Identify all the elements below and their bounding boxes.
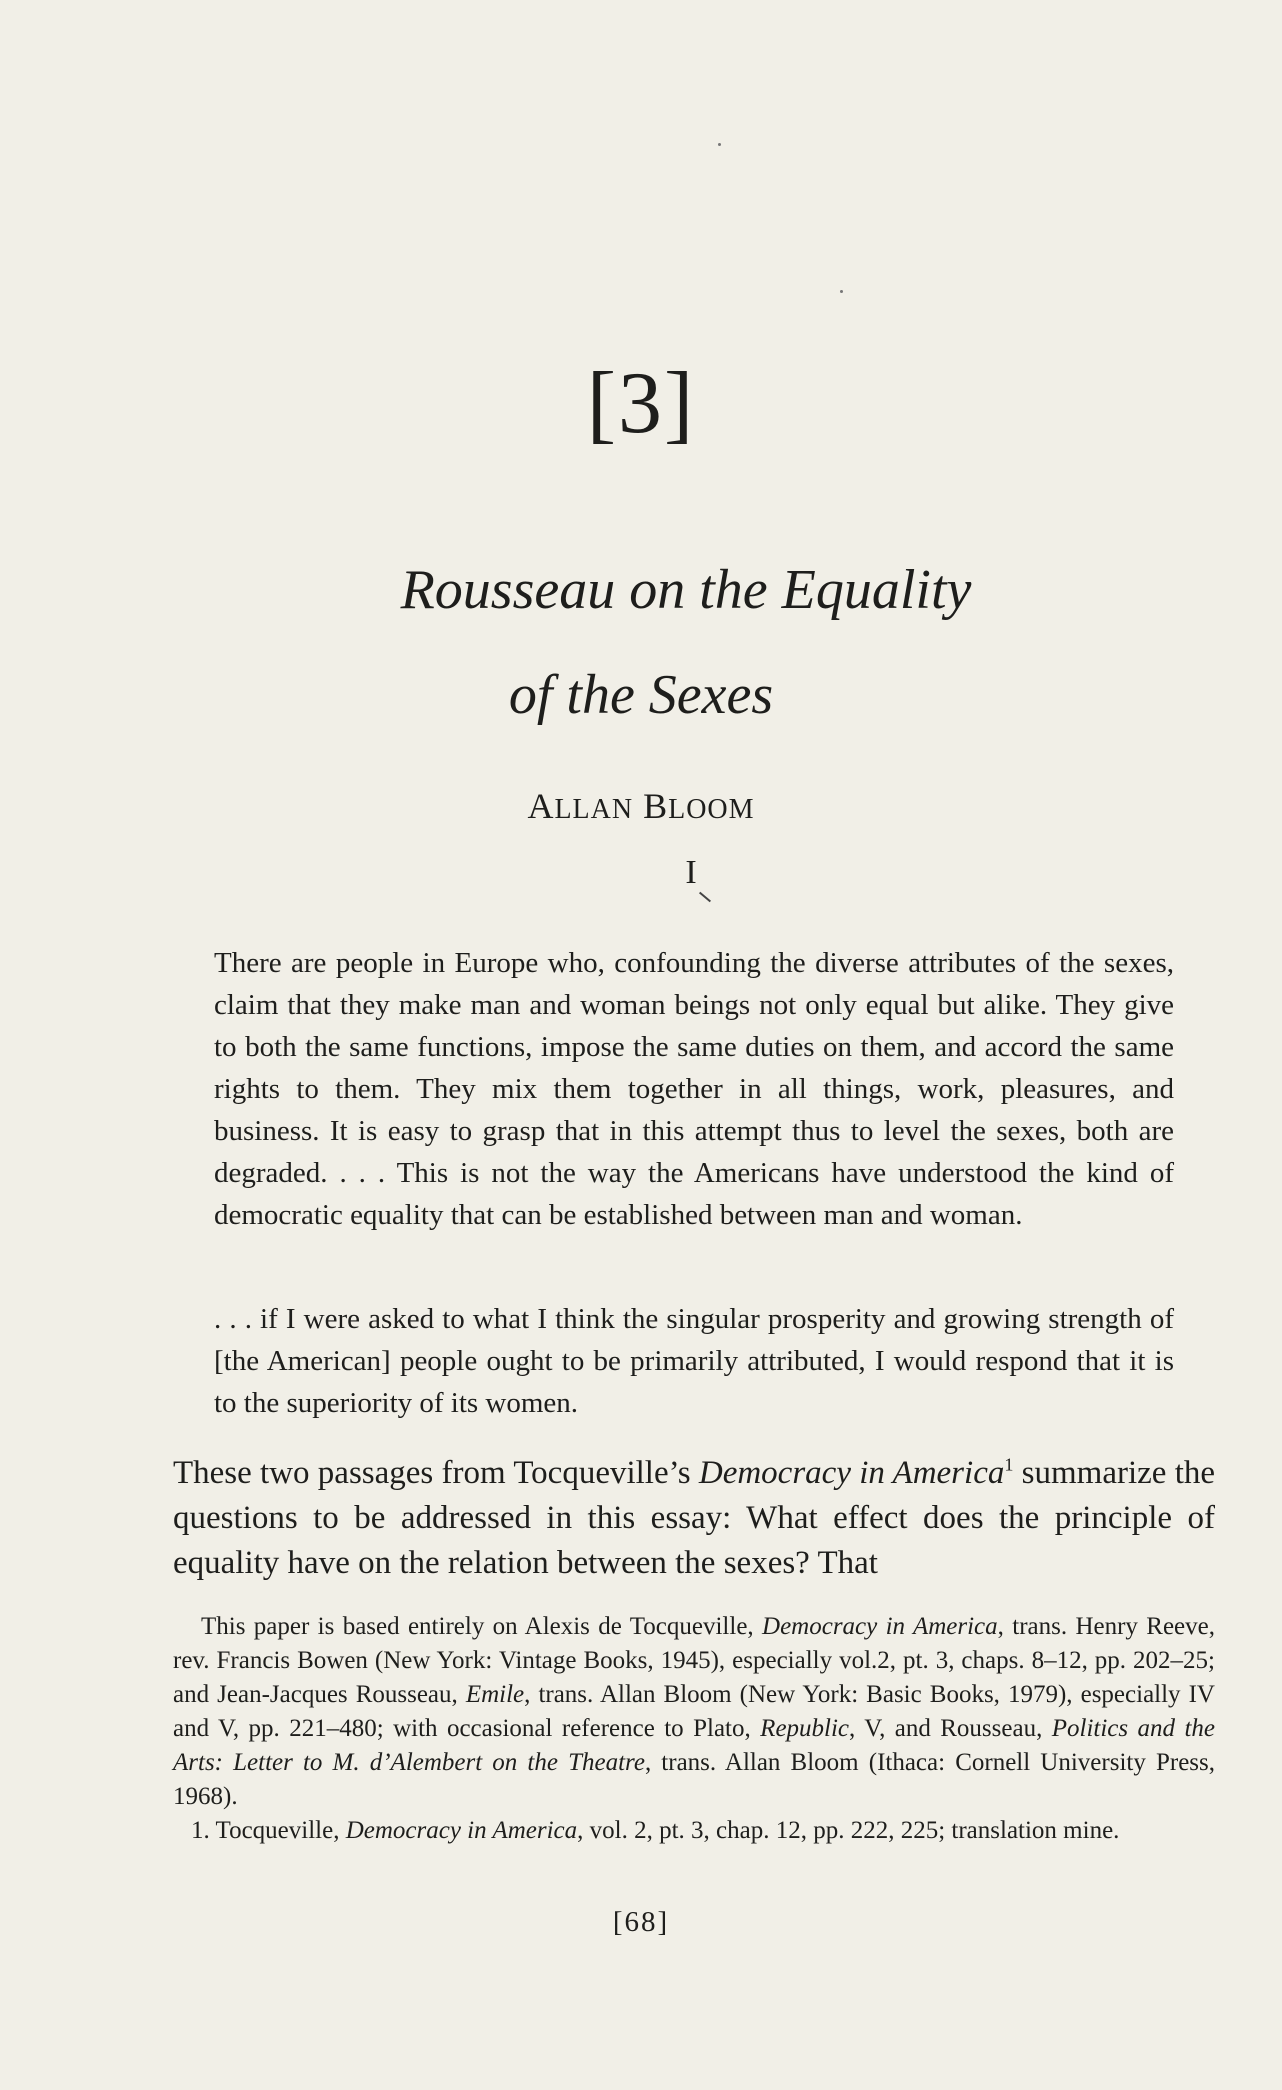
body-paragraph <box>173 1451 1215 1586</box>
footnote-basis-title-1: Democracy in America <box>762 1613 998 1640</box>
section-numeral: I <box>685 854 697 891</box>
footnote-basis-title-2: Emile <box>465 1681 525 1708</box>
footnote-basis-text-5: , trans. Allan Bloom (Ithaca: Cornell University Press, 1968). <box>173 1749 1216 1810</box>
footnote-basis-text-3: , trans. Allan Bloom (New York: Basic Books, 1979), especially IV and V, pp. 221–480; with occasional reference to Plato, <box>173 1681 1215 1742</box>
footnote-basis-title-3: Republic <box>760 1715 850 1742</box>
footnote-basis-text-4: , V, and Rousseau, <box>849 1715 1052 1742</box>
chapter-title-line-1: Rousseau on the Equality <box>400 559 972 621</box>
footnote-basis <box>173 1610 1215 1814</box>
epigraph-quote-1: There are people in Europe who, confounding the diverse attributes of the sexes, claim that they make man and woman beings not only equal but alike. They give to both the same functions, impose the same duties on them, and accord the same rights to them. They mix them together in all things, work, pleasures, and business. It is easy to grasp that in this attempt thus to level the sexes, both are degraded. . . . This is not the way the Americans have understood the kind of democratic equality that can be established between man and woman. <box>214 947 1174 1231</box>
footnote-1-text-1: 1. Tocqueville, <box>191 1817 346 1844</box>
footnote-ref-1: 1 <box>1004 1454 1014 1475</box>
ink-speck <box>718 143 721 146</box>
footnote-basis-text-2: , trans. Henry Reeve, rev. Francis Bowen (New York: Vintage Books, 1945), especially vol.2, pt. 3, chaps. 8–12, pp. 202–25; and Jean-Jacques Rousseau, <box>173 1613 1215 1708</box>
footnotes <box>173 1610 1215 1848</box>
author-name <box>0 788 1282 824</box>
footnote-basis-text-1: This paper is based entirely on Alexis de Tocqueville, <box>201 1613 763 1640</box>
footnote-basis-title-4: Politics and the Arts: Letter to M. d’Alembert on the Theatre <box>173 1715 1216 1776</box>
author-last-initial: B <box>643 786 669 826</box>
author-last-rest: LOOM <box>668 794 755 825</box>
author-first-rest: LLAN <box>554 794 634 825</box>
body-work-title: Democracy in America <box>698 1455 1005 1491</box>
epigraph-quote-2: . . . if I were asked to what I think the singular prosperity and growing strength of [the American] people ought to be primarily attributed, I would respond that it is to the superiority of its women. <box>214 1303 1174 1419</box>
chapter-number: [3] <box>586 355 696 452</box>
body-text-part-2: summarize the questions to be addressed in this essay: What effect does the principle of equality have on the relation between the sexes? That <box>173 1455 1216 1581</box>
ink-speck <box>840 290 843 293</box>
stray-pen-mark <box>699 892 711 903</box>
body-text-part-1: These two passages from Tocqueville’s <box>173 1455 699 1491</box>
author-first-initial: A <box>527 786 555 826</box>
page-number: [68] <box>612 1906 670 1938</box>
footnote-1 <box>173 1814 1215 1848</box>
footnote-1-title: Democracy in America <box>345 1817 578 1844</box>
footnote-1-text-2: , vol. 2, pt. 3, chap. 12, pp. 222, 225; translation mine. <box>577 1817 1120 1844</box>
chapter-title-line-2: of the Sexes <box>508 664 774 726</box>
